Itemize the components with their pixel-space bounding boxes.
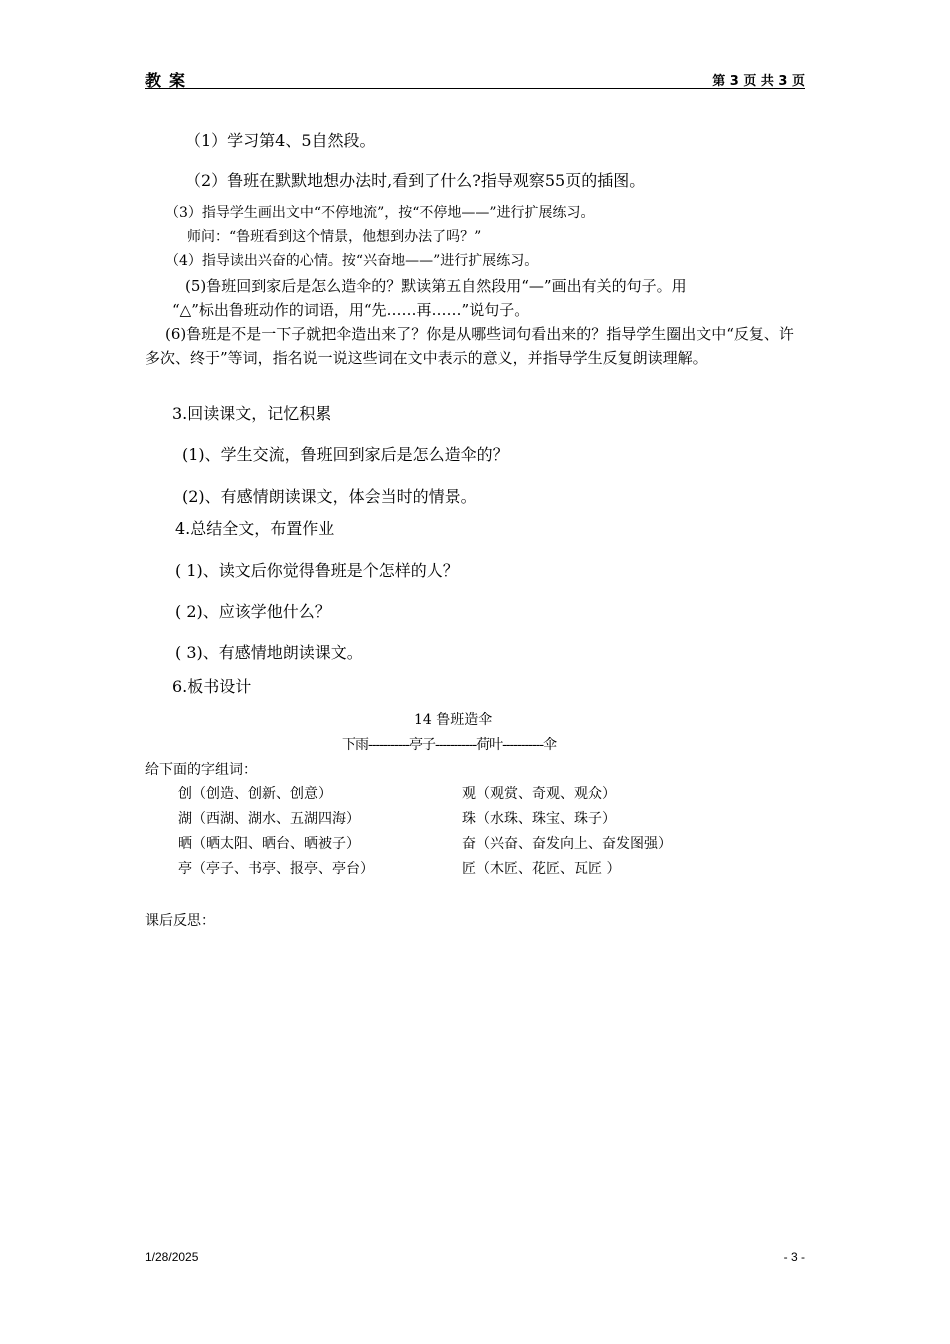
word-group-right-3: 奋（兴奋、奋发向上、奋发图强） xyxy=(462,836,672,852)
step-5-line-2: “△”标出鲁班动作的词语，用“先……再……”说句子。 xyxy=(172,301,530,319)
step-5-line-1: (5)鲁班回到家后是怎么造伞的？默读第五自然段用“—”画出有关的句子。用 xyxy=(185,277,687,295)
word-group-left-4: 亭（亭子、书亭、报亭、亭台） xyxy=(178,861,374,877)
words-heading: 给下面的字组词： xyxy=(145,762,257,778)
footer-page-number: - 3 - xyxy=(783,1250,805,1264)
word-group-right-2: 珠（水珠、珠宝、珠子） xyxy=(462,811,616,827)
word-group-left-2: 湖（西湖、湖水、五湖四海） xyxy=(178,811,360,827)
reflection-label: 课后反思： xyxy=(145,913,215,929)
header-page-info: 第 3 页 共 3 页 xyxy=(712,74,805,89)
word-group-right-1: 观（观赏、奇观、观众） xyxy=(462,786,616,802)
word-group-left-1: 创（创造、创新、创意） xyxy=(178,786,332,802)
section-4-heading: 4.总结全文，布置作业 xyxy=(175,519,335,538)
header-title: 教案 xyxy=(145,71,194,90)
section-6-heading: 6.板书设计 xyxy=(172,677,252,696)
step-1: （1）学习第4、5自然段。 xyxy=(185,131,376,150)
section-4-item-2: ( 2)、应该学他什么？ xyxy=(175,602,331,621)
step-6-paragraph: (6)鲁班是不是一下子就把伞造出来了？你是从哪些词句看出来的？指导学生圈出文中“反复、许多次、终于”等词，指名说一说这些词在文中表示的意义，并指导学生反复朗读理解。 xyxy=(145,325,794,367)
word-group-left-3: 晒（晒太阳、晒台、晒被子） xyxy=(178,836,360,852)
step-3: （3）指导学生画出文中“不停地流”，按“不停地——”进行扩展练习。 xyxy=(165,205,595,221)
section-4-item-3: ( 3)、有感情地朗读课文。 xyxy=(175,643,363,662)
teacher-question: 师问：“鲁班看到这个情景，他想到办法了吗？” xyxy=(187,229,482,245)
section-3-heading: 3.回读课文，记忆积累 xyxy=(172,404,332,423)
section-4-item-1: ( 1)、读文后你觉得鲁班是个怎样的人？ xyxy=(175,561,459,580)
section-3-item-1: (1)、学生交流，鲁班回到家后是怎么造伞的？ xyxy=(182,445,509,464)
step-2: （2）鲁班在默默地想办法时,看到了什么?指导观察55页的插图。 xyxy=(185,171,646,190)
board-title: 14 鲁班造伞 xyxy=(414,712,493,728)
footer-date: 1/28/2025 xyxy=(145,1250,199,1264)
word-group-right-4: 匠（木匠、花匠、瓦匠 ） xyxy=(462,861,621,877)
board-flow: 下雨-----------亭子-----------荷叶-----------伞 xyxy=(342,737,557,753)
section-3-item-2: (2)、有感情朗读课文，体会当时的情景。 xyxy=(182,487,477,506)
step-4: （4）指导读出兴奋的心情。按“兴奋地——”进行扩展练习。 xyxy=(165,253,539,269)
header-rule xyxy=(145,88,805,89)
